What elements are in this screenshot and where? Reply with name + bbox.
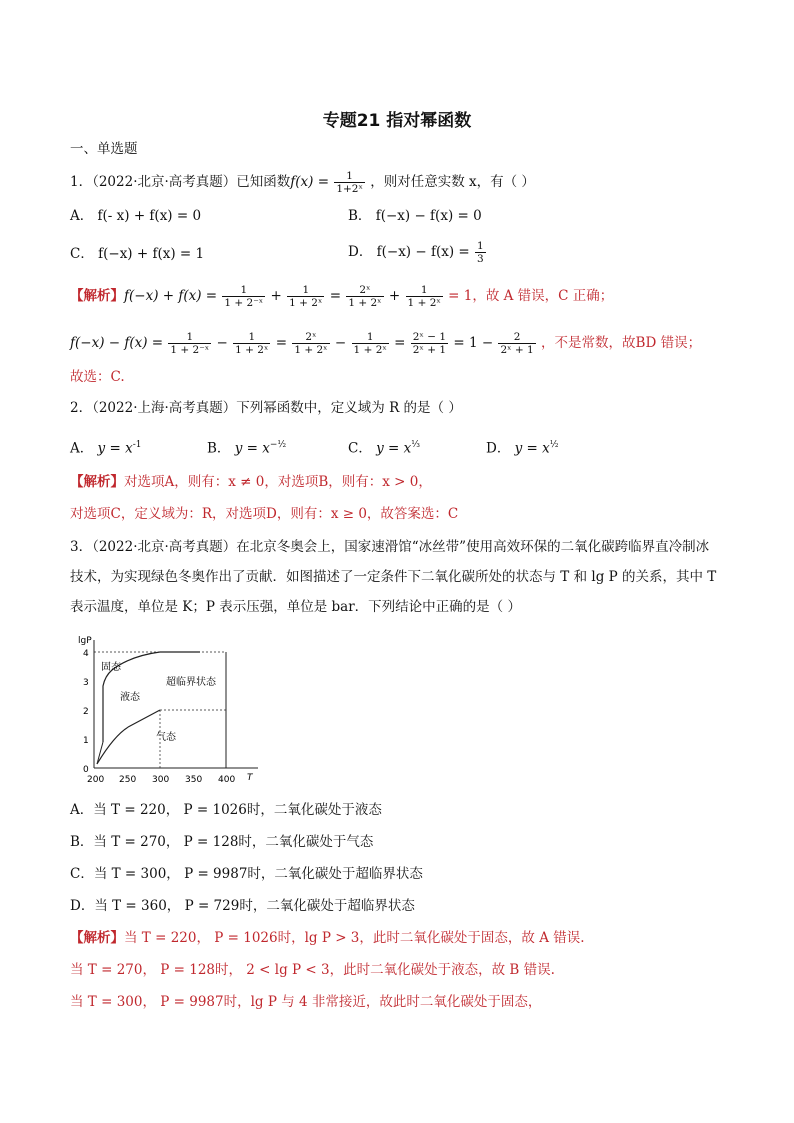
region-gas: 气态 <box>156 732 176 743</box>
y-tick-3: 3 <box>83 678 89 688</box>
region-supercritical: 超临界状态 <box>166 677 216 688</box>
phase-diagram-svg <box>70 630 270 790</box>
q3-stem-line3: 表示温度，单位是 K；P 表示压强，单位是 bar．下列结论中正确的是（ ） <box>70 599 521 615</box>
q1-analysis-line2: f(−x) − f(x) = $\frac{1}{\text{1 + 2⁻ˣ}}$ − $\frac{1}{\text{1 + 2ˣ}}$ = $\frac{\text{2ˣ}}{\text{1 + 2ˣ}}$ − $\frac{1}{\text{1 + 2ˣ}}$ = $\frac{\text{2ˣ − 1}}{\text{2ˣ + 1}}$ = 1 − $\frac{2}{\text{2ˣ + 1}}$ ，不是常数，故BD 错误； <box>70 331 702 356</box>
q1-option-b: B． f(−x) − f(x) = 0 <box>348 208 482 224</box>
x-tick-250: 250 <box>119 775 137 785</box>
q2-option-c: C． $y = x^{\frac{1}{3}}$ <box>348 440 421 457</box>
q1-stem-b: ，则对任意实数 x，有（ ） <box>370 174 535 190</box>
q2-option-a: A． $y = x^{-1}$ <box>70 440 142 457</box>
q3-option-c: C．当 T = 300， P = 9987时，二氧化碳处于超临界状态 <box>70 866 423 882</box>
q1-func: f(x) = <box>290 174 330 190</box>
q3-stem-line1: 3．（2022·北京·高考真题）在北京冬奥会上，国家速滑馆“冰丝带”使用高效环保的二氧化碳跨临界直冷制冰 <box>70 539 710 555</box>
triple-point-line <box>97 742 103 764</box>
phase-diagram <box>70 630 270 794</box>
q1-fraction: $\frac{1}{\text{1+2ˣ}}$ <box>336 170 363 195</box>
q1-stem <box>70 170 535 195</box>
y-axis-label: lgP <box>78 636 92 646</box>
q3-option-d: D．当 T = 360， P = 729时，二氧化碳处于超临界状态 <box>70 898 415 914</box>
x-tick-300: 300 <box>152 775 170 785</box>
q1-analysis-line1: 【解析】f(−x) + f(x) = $\frac{1}{\text{1 + 2⁻ˣ}}$ + $\frac{1}{\text{1 + 2ˣ}}$ = $\frac{\text{2ˣ}}{\text{1 + 2ˣ}}$ + $\frac{1}{\text{1 + 2ˣ}}$ = 1，故 A 错误，C 正确； <box>70 284 614 309</box>
q3-analysis-line3: 当 T = 300， P = 9987时，lg P 与 4 非常接近，故此时二氧化碳处于固态， <box>70 994 542 1010</box>
q3-analysis-line1: 【解析】当 T = 220， P = 1026时，lg P > 3，此时二氧化碳处于固态，故 A 错误. <box>70 930 585 946</box>
section-heading: 一、单选题 <box>70 141 138 157</box>
q2-option-d: D． $y = x^{\frac{1}{2}}$ <box>486 440 559 457</box>
y-tick-2: 2 <box>83 707 89 717</box>
q3-stem-line2: 技术，为实现绿色冬奥作出了贡献．如图描述了一定条件下二氧化碳所处的状态与 T 和 lg P 的关系，其中 T <box>70 569 717 585</box>
q2-analysis-line1: 【解析】对选项A，则有：x ≠ 0，对选项B，则有：x > 0， <box>70 474 432 490</box>
q1-option-c: C． f(−x) + f(x) = 1 <box>70 246 205 262</box>
q2-stem: 2．（2022·上海·高考真题）下列幂函数中，定义域为 R 的是（ ） <box>70 400 462 416</box>
q2-analysis-line2: 对选项C，定义域为：R，对选项D，则有：x ≥ 0，故答案选：C <box>70 506 459 522</box>
q3-option-a: A．当 T = 220， P = 1026时，二氧化碳处于液态 <box>70 802 382 818</box>
y-tick-1: 1 <box>83 736 89 746</box>
x-axis-label: T <box>247 773 253 783</box>
y-tick-0: 0 <box>83 765 89 775</box>
q3-analysis-line2: 当 T = 270， P = 128时， 2 < lg P < 3，此时二氧化碳处于液态，故 B 错误. <box>70 962 555 978</box>
region-solid: 固态 <box>101 662 121 673</box>
q1-option-a: A． f(- x) + f(x) = 0 <box>70 208 202 224</box>
region-liquid: 液态 <box>120 692 140 703</box>
q3-option-b: B．当 T = 270， P = 128时，二氧化碳处于气态 <box>70 834 374 850</box>
analysis-tag: 【解析】 <box>70 288 124 304</box>
x-tick-400: 400 <box>218 775 236 785</box>
page-title: 专题21 指对幂函数 <box>322 111 472 131</box>
y-tick-4: 4 <box>83 649 89 659</box>
q1-option-d: D． f(−x) − f(x) = $\frac{1}{3}$ <box>348 240 484 265</box>
liquid-gas-curve <box>97 710 160 764</box>
q1-stem-a: 1．（2022·北京·高考真题）已知函数 <box>70 174 291 190</box>
q2-option-b: B． $y = x^{-\frac{1}{2}}$ <box>207 440 287 457</box>
q1-answer: 故选：C. <box>70 369 125 385</box>
x-tick-200: 200 <box>87 775 105 785</box>
x-tick-350: 350 <box>185 775 203 785</box>
